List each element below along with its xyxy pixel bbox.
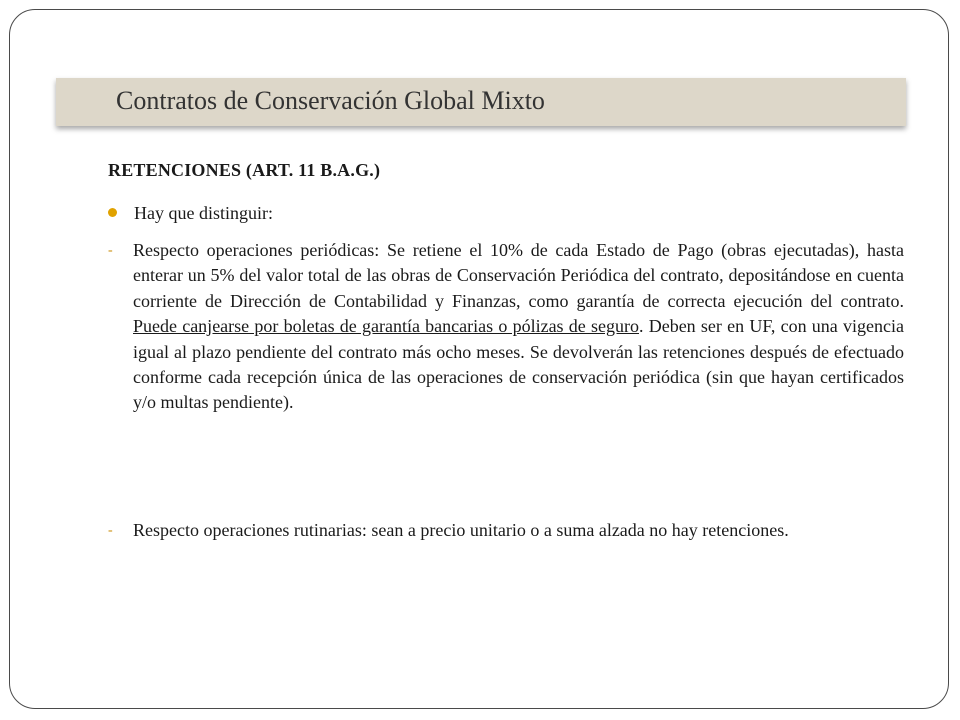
bullet-text: Hay que distinguir: xyxy=(134,203,273,223)
periodic-text-after: . Deben ser en UF, con una vigencia igual al plazo pendiente del contrato más ocho meses. Se devolverán las retenciones después de efectuado conforme cada recepción única de las operaciones de conservación periódica (sin que hayan certificados y/o multas pendiente). xyxy=(133,316,904,413)
routine-paragraph: Respecto operaciones rutinarias: sean a precio unitario o a suma alzada no hay retenciones. xyxy=(133,520,789,540)
periodic-text-before: Respecto operaciones periódicas: Se retiene el 10% de cada Estado de Pago (obras ejecutadas), hasta enterar un 5% del valor total de las obras de Conservación Periódica del contrato, depositándose en cuenta corriente de Dirección de Contabilidad y Finanzas, como garantía de correcta ejecución del contrato. xyxy=(133,240,904,311)
periodic-paragraph xyxy=(133,238,904,416)
periodic-text-underlined: Puede canjearse por boletas de garantía bancarias o pólizas de seguro xyxy=(133,316,639,337)
list-item-periodic xyxy=(108,238,904,416)
list-item-routine xyxy=(108,518,904,543)
title-bar xyxy=(56,78,906,126)
slide-title: Contratos de Conservación Global Mixto xyxy=(116,86,545,115)
bullet-dot-icon xyxy=(108,208,117,217)
dash-marker-icon: - xyxy=(108,243,113,258)
dash-marker-icon: - xyxy=(108,523,113,538)
section-heading: RETENCIONES (ART. 11 B.A.G.) xyxy=(108,160,381,180)
